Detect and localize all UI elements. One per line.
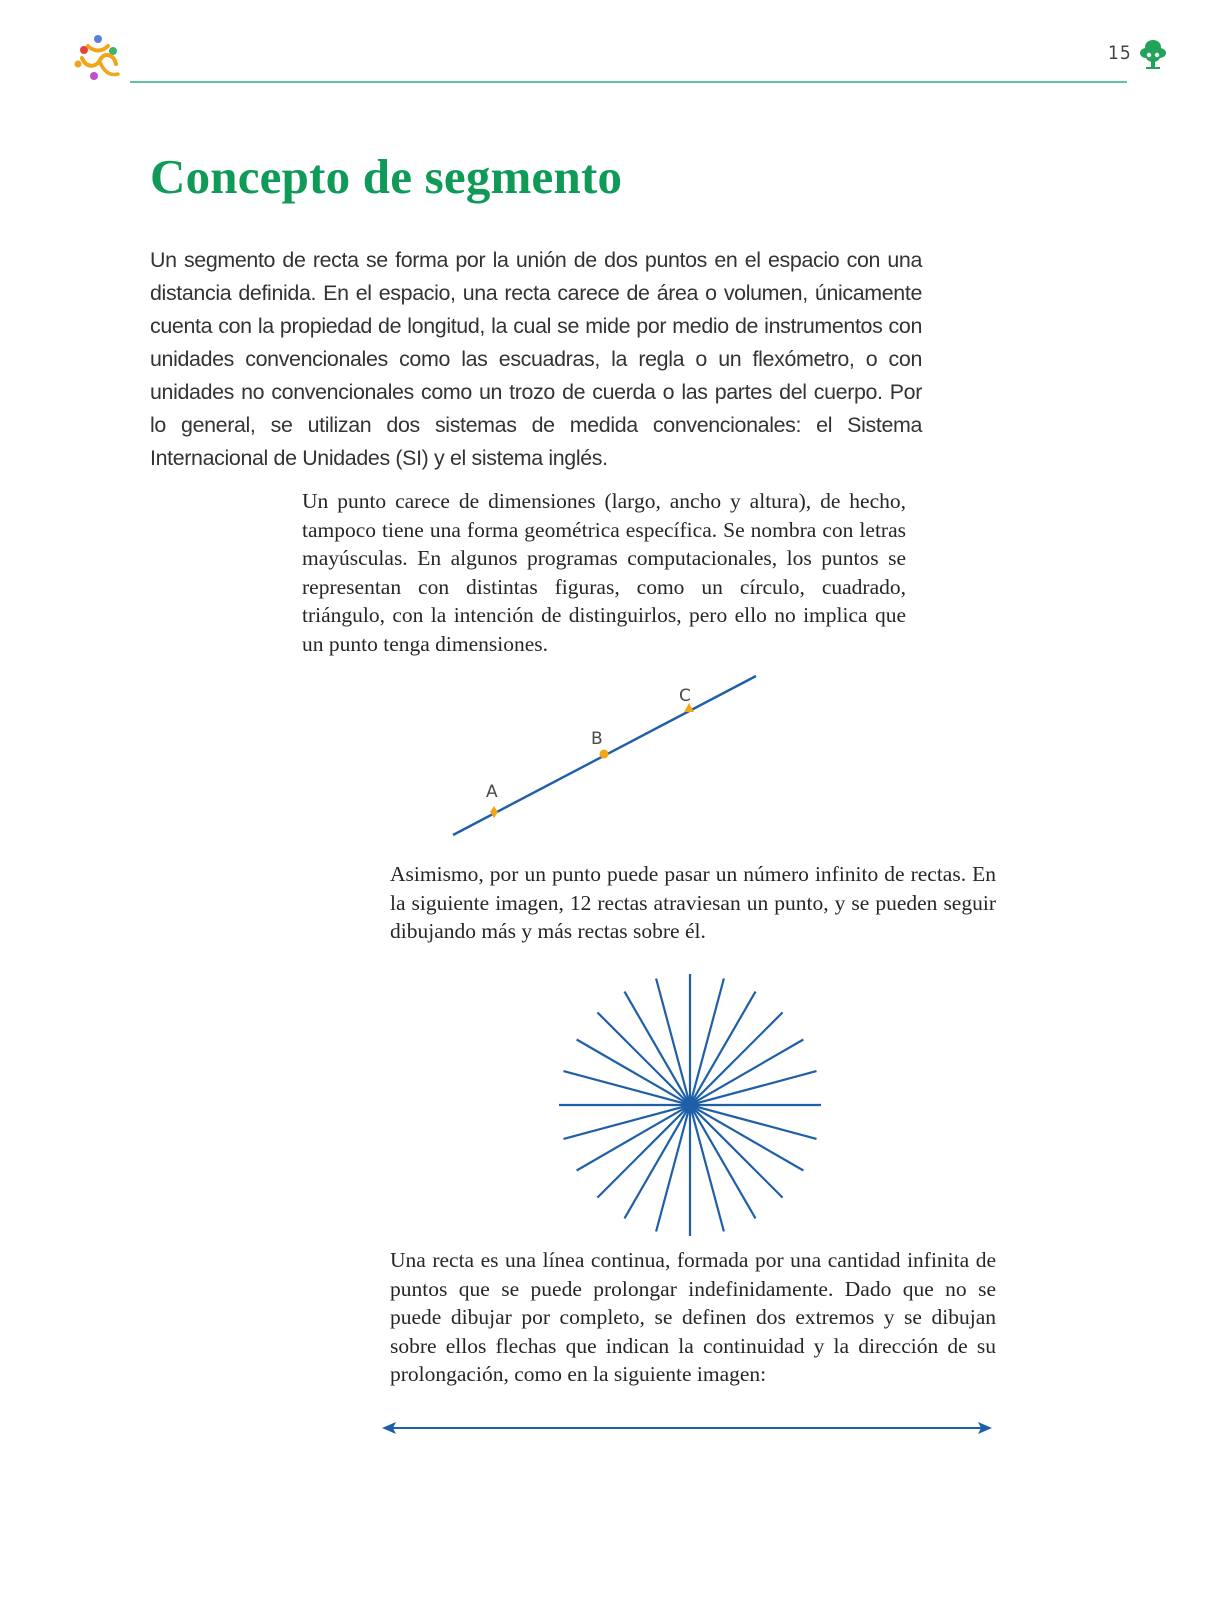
point-b-marker — [600, 750, 609, 759]
point-label-c: C — [679, 686, 691, 706]
header-rule — [130, 81, 1127, 83]
point-label-b: B — [591, 729, 603, 749]
page-title: Concepto de segmento — [150, 149, 623, 204]
points-on-line-figure — [440, 670, 780, 850]
people-circle-logo-icon — [70, 32, 126, 84]
line-paragraph: Una recta es una línea continua, formada por una cantidad infinita de puntos que se puede prolongar indefinidamente. Dado que no se puede dibujar por completo, se definen dos extremos y se dibujan sobre ellos flechas que indican la continuidad y la dirección de su prolongación, como en la siguiente imagen: — [390, 1248, 996, 1386]
point-paragraph: Un punto carece de dimensiones (largo, ancho y altura), de hecho, tampoco tiene una forma geométrica específica. Se nombra con letras mayúsculas. En algunos programas computacionales, los puntos se representan con distintas figuras, como un círculo, cuadrado, triángulo, con la intención de distinguirlos, pero ello no implica que un punto tenga dimensiones. — [302, 489, 906, 656]
lines-paragraph: Asimismo, por un punto puede pasar un número infinito de rectas. En la siguiente imagen, 12 rectas atraviesan un punto, y se pueden seguir dibujando más y más rectas sobre él. — [390, 862, 996, 943]
center-point — [687, 1102, 694, 1109]
page-number: 15 — [1108, 42, 1132, 64]
lines-through-point-figure — [555, 970, 825, 1240]
tree-icon — [1138, 38, 1168, 70]
intro-paragraph: Un segmento de recta se forma por la unión de dos puntos en el espacio con una distancia definida. En el espacio, una recta carece de área o volumen, únicamente cuenta con la propiedad de longitud, la cual se mide por medio de instrumentos con unidades convencionales como las escuadras, la regla o un flexómetro, o con unidades no convencionales como un trozo de cuerda o las partes del cuerpo. Por lo general, se utilizan dos sistemas de medida convencionales: el Sistema Internacional de Unidades (SI) y el sistema inglés. — [150, 248, 922, 470]
line-with-arrows-figure — [380, 1418, 994, 1438]
point-label-a: A — [486, 782, 498, 802]
